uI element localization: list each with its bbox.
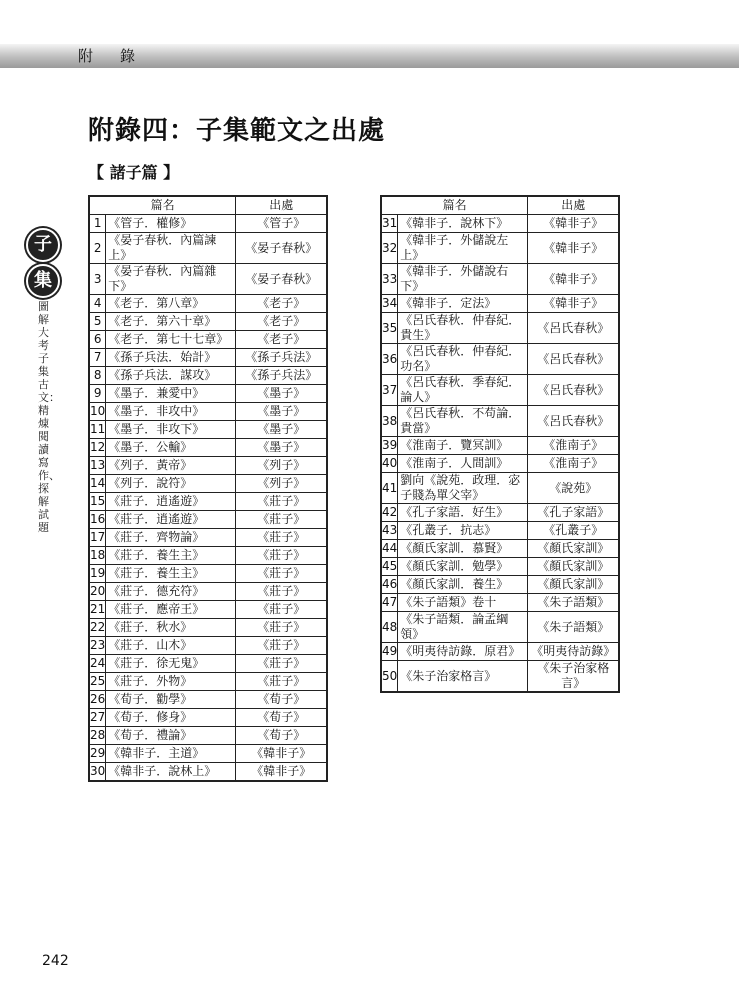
table-row — [89, 367, 327, 385]
row-source: 《莊子》 — [236, 565, 328, 583]
table-row — [89, 233, 327, 264]
row-source: 《管子》 — [236, 215, 328, 233]
row-source: 《顏氏家訓》 — [528, 558, 620, 576]
table-row — [381, 612, 619, 643]
row-source: 《淮南子》 — [528, 437, 620, 455]
table-row — [381, 264, 619, 295]
row-number: 42 — [381, 504, 398, 522]
row-source: 《莊子》 — [236, 655, 328, 673]
row-number: 39 — [381, 437, 398, 455]
row-title: 《莊子．徐无鬼》 — [106, 655, 236, 673]
row-title: 《呂氏春秋．季春紀．論人》 — [398, 375, 528, 406]
row-title: 《莊子．逍遙遊》 — [106, 493, 236, 511]
row-title: 《韓非子．說林上》 — [106, 763, 236, 782]
row-number: 3 — [89, 264, 106, 295]
table-header-row — [89, 196, 327, 215]
table-row — [381, 576, 619, 594]
row-title: 《淮南子．覽冥訓》 — [398, 437, 528, 455]
row-source: 《顏氏家訓》 — [528, 540, 620, 558]
table-row — [89, 583, 327, 601]
row-title: 劉向《說苑．政理．宓子賤為單父宰》 — [398, 473, 528, 504]
row-number: 13 — [89, 457, 106, 475]
table-row — [89, 601, 327, 619]
row-number: 16 — [89, 511, 106, 529]
row-number: 14 — [89, 475, 106, 493]
row-title: 《老子．第六十章》 — [106, 313, 236, 331]
table-row — [381, 344, 619, 375]
row-number: 47 — [381, 594, 398, 612]
row-number: 37 — [381, 375, 398, 406]
row-number: 9 — [89, 385, 106, 403]
table-right — [380, 195, 620, 693]
row-title: 《呂氏春秋．不苟論．貴當》 — [398, 406, 528, 437]
table-row — [89, 493, 327, 511]
row-number: 32 — [381, 233, 398, 264]
row-source: 《韓非子》 — [528, 215, 620, 233]
row-number: 11 — [89, 421, 106, 439]
table-row — [89, 475, 327, 493]
side-book-title: 圖解大考子集古文：精煉閱讀寫作、探解試題 — [38, 300, 60, 534]
table-row — [381, 233, 619, 264]
table-row — [89, 295, 327, 313]
column-header-name: 篇名 — [89, 196, 236, 215]
table-row — [381, 473, 619, 504]
table-row — [381, 313, 619, 344]
row-number: 6 — [89, 331, 106, 349]
row-number: 24 — [89, 655, 106, 673]
row-number: 41 — [381, 473, 398, 504]
row-source: 《莊子》 — [236, 637, 328, 655]
row-title: 《呂氏春秋．仲春紀．貴生》 — [398, 313, 528, 344]
row-number: 27 — [89, 709, 106, 727]
row-title: 《顏氏家訓．勉學》 — [398, 558, 528, 576]
table-row — [89, 403, 327, 421]
row-title: 《墨子．非攻下》 — [106, 421, 236, 439]
row-number: 2 — [89, 233, 106, 264]
row-title: 《老子．第八章》 — [106, 295, 236, 313]
table-row — [381, 558, 619, 576]
table-left-body — [89, 215, 327, 782]
row-source: 《韓非子》 — [528, 233, 620, 264]
row-title: 《墨子．公輸》 — [106, 439, 236, 457]
row-title: 《韓非子．定法》 — [398, 295, 528, 313]
row-title: 《孫子兵法．謀攻》 — [106, 367, 236, 385]
row-source: 《莊子》 — [236, 601, 328, 619]
row-number: 26 — [89, 691, 106, 709]
row-title: 《莊子．逍遙遊》 — [106, 511, 236, 529]
row-number: 30 — [89, 763, 106, 782]
row-number: 21 — [89, 601, 106, 619]
table-row — [381, 406, 619, 437]
row-number: 44 — [381, 540, 398, 558]
table-row — [381, 295, 619, 313]
row-number: 4 — [89, 295, 106, 313]
row-number: 40 — [381, 455, 398, 473]
row-title: 《荀子．修身》 — [106, 709, 236, 727]
table-header-row — [381, 196, 619, 215]
row-title: 《莊子．德充符》 — [106, 583, 236, 601]
table-row — [89, 529, 327, 547]
table-row — [381, 215, 619, 233]
row-title: 《顏氏家訓．慕賢》 — [398, 540, 528, 558]
row-source: 《孔子家語》 — [528, 504, 620, 522]
table-row — [89, 331, 327, 349]
row-title: 《韓非子．說林下》 — [398, 215, 528, 233]
row-number: 17 — [89, 529, 106, 547]
row-title: 《孫子兵法．始計》 — [106, 349, 236, 367]
row-title: 《莊子．養生主》 — [106, 547, 236, 565]
table-row — [381, 540, 619, 558]
row-number: 45 — [381, 558, 398, 576]
row-source: 《孫子兵法》 — [236, 367, 328, 385]
row-source: 《孫子兵法》 — [236, 349, 328, 367]
row-number: 48 — [381, 612, 398, 643]
table-row — [89, 727, 327, 745]
row-source: 《荀子》 — [236, 691, 328, 709]
page-title: 附錄四：子集範文之出處 — [88, 116, 386, 146]
table-row — [381, 437, 619, 455]
row-source: 《呂氏春秋》 — [528, 406, 620, 437]
row-title: 《韓非子．外儲說左上》 — [398, 233, 528, 264]
table-right-body — [381, 215, 619, 693]
row-source: 《淮南子》 — [528, 455, 620, 473]
row-source: 《莊子》 — [236, 673, 328, 691]
row-title: 《莊子．養生主》 — [106, 565, 236, 583]
row-title: 《墨子．兼愛中》 — [106, 385, 236, 403]
row-source: 《荀子》 — [236, 709, 328, 727]
column-header-source: 出處 — [528, 196, 620, 215]
row-source: 《韓非子》 — [528, 295, 620, 313]
row-number: 20 — [89, 583, 106, 601]
row-source: 《朱子語類》 — [528, 612, 620, 643]
row-number: 28 — [89, 727, 106, 745]
table-row — [89, 673, 327, 691]
header-label: 附 錄 — [78, 47, 142, 65]
row-title: 《莊子．應帝王》 — [106, 601, 236, 619]
row-source: 《韓非子》 — [236, 763, 328, 782]
row-number: 12 — [89, 439, 106, 457]
row-source: 《老子》 — [236, 313, 328, 331]
table-row — [381, 375, 619, 406]
column-header-source: 出處 — [236, 196, 328, 215]
row-number: 25 — [89, 673, 106, 691]
row-title: 《晏子春秋．內篇雜下》 — [106, 264, 236, 295]
row-title: 《管子．權修》 — [106, 215, 236, 233]
page-number: 242 — [42, 953, 69, 969]
row-source: 《墨子》 — [236, 403, 328, 421]
table-row — [89, 349, 327, 367]
table-row — [381, 455, 619, 473]
row-source: 《顏氏家訓》 — [528, 576, 620, 594]
row-title: 《韓非子．外儲說右下》 — [398, 264, 528, 295]
side-badge-zi: 子 — [26, 228, 60, 262]
row-source: 《墨子》 — [236, 439, 328, 457]
row-title: 《墨子．非攻中》 — [106, 403, 236, 421]
row-title: 《孔叢子．抗志》 — [398, 522, 528, 540]
row-title: 《晏子春秋．內篇諫上》 — [106, 233, 236, 264]
row-number: 5 — [89, 313, 106, 331]
table-left — [88, 195, 328, 782]
table-row — [89, 763, 327, 782]
row-number: 29 — [89, 745, 106, 763]
table-row — [89, 745, 327, 763]
row-source: 《孔叢子》 — [528, 522, 620, 540]
row-title: 《列子．說符》 — [106, 475, 236, 493]
row-title: 《莊子．外物》 — [106, 673, 236, 691]
row-number: 23 — [89, 637, 106, 655]
row-title: 《朱子治家格言》 — [398, 661, 528, 693]
row-source: 《莊子》 — [236, 619, 328, 637]
row-title: 《韓非子．主道》 — [106, 745, 236, 763]
row-source: 《朱子語類》 — [528, 594, 620, 612]
row-source: 《呂氏春秋》 — [528, 344, 620, 375]
table-row — [381, 661, 619, 693]
table-row — [89, 264, 327, 295]
row-source: 《莊子》 — [236, 583, 328, 601]
row-source: 《莊子》 — [236, 547, 328, 565]
row-source: 《莊子》 — [236, 493, 328, 511]
row-number: 43 — [381, 522, 398, 540]
row-number: 18 — [89, 547, 106, 565]
row-source: 《晏子春秋》 — [236, 233, 328, 264]
row-source: 《朱子治家格言》 — [528, 661, 620, 693]
table-row — [89, 511, 327, 529]
table-row — [89, 385, 327, 403]
row-title: 《淮南子．人間訓》 — [398, 455, 528, 473]
table-row — [89, 691, 327, 709]
table-row — [89, 439, 327, 457]
table-row — [89, 619, 327, 637]
row-number: 19 — [89, 565, 106, 583]
row-source: 《墨子》 — [236, 421, 328, 439]
table-row — [89, 215, 327, 233]
row-source: 《韓非子》 — [528, 264, 620, 295]
row-number: 50 — [381, 661, 398, 693]
row-number: 33 — [381, 264, 398, 295]
table-row — [381, 504, 619, 522]
table-row — [89, 547, 327, 565]
row-number: 7 — [89, 349, 106, 367]
row-number: 34 — [381, 295, 398, 313]
row-number: 31 — [381, 215, 398, 233]
row-title: 《列子．黃帝》 — [106, 457, 236, 475]
row-source: 《老子》 — [236, 295, 328, 313]
table-row — [381, 594, 619, 612]
row-source: 《莊子》 — [236, 511, 328, 529]
row-number: 8 — [89, 367, 106, 385]
row-source: 《韓非子》 — [236, 745, 328, 763]
row-number: 38 — [381, 406, 398, 437]
row-source: 《呂氏春秋》 — [528, 375, 620, 406]
table-row — [381, 522, 619, 540]
row-title: 《莊子．齊物論》 — [106, 529, 236, 547]
table-row — [89, 313, 327, 331]
row-number: 10 — [89, 403, 106, 421]
row-source: 《莊子》 — [236, 529, 328, 547]
row-source: 《荀子》 — [236, 727, 328, 745]
column-header-name: 篇名 — [381, 196, 528, 215]
row-number: 46 — [381, 576, 398, 594]
row-source: 《說苑》 — [528, 473, 620, 504]
row-source: 《晏子春秋》 — [236, 264, 328, 295]
row-number: 36 — [381, 344, 398, 375]
row-number: 15 — [89, 493, 106, 511]
table-row — [89, 709, 327, 727]
row-number: 22 — [89, 619, 106, 637]
row-title: 《莊子．山木》 — [106, 637, 236, 655]
row-title: 《孔子家語．好生》 — [398, 504, 528, 522]
row-source: 《列子》 — [236, 457, 328, 475]
table-row — [89, 421, 327, 439]
row-title: 《朱子語類》卷十 — [398, 594, 528, 612]
row-title: 《老子．第七十七章》 — [106, 331, 236, 349]
row-number: 49 — [381, 643, 398, 661]
row-title: 《荀子．禮論》 — [106, 727, 236, 745]
row-title: 《朱子語類．論孟綱領》 — [398, 612, 528, 643]
section-heading: 【 諸子篇 】 — [88, 163, 180, 182]
row-number: 1 — [89, 215, 106, 233]
table-row — [381, 643, 619, 661]
table-row — [89, 655, 327, 673]
table-row — [89, 565, 327, 583]
row-title: 《明夷待訪錄．原君》 — [398, 643, 528, 661]
row-title: 《荀子．勸學》 — [106, 691, 236, 709]
row-title: 《顏氏家訓．養生》 — [398, 576, 528, 594]
row-title: 《莊子．秋水》 — [106, 619, 236, 637]
row-source: 《明夷待訪錄》 — [528, 643, 620, 661]
table-row — [89, 457, 327, 475]
row-source: 《列子》 — [236, 475, 328, 493]
row-number: 35 — [381, 313, 398, 344]
row-source: 《呂氏春秋》 — [528, 313, 620, 344]
table-row — [89, 637, 327, 655]
row-source: 《老子》 — [236, 331, 328, 349]
side-badge-ji: 集 — [26, 264, 60, 298]
row-source: 《墨子》 — [236, 385, 328, 403]
row-title: 《呂氏春秋．仲春紀．功名》 — [398, 344, 528, 375]
